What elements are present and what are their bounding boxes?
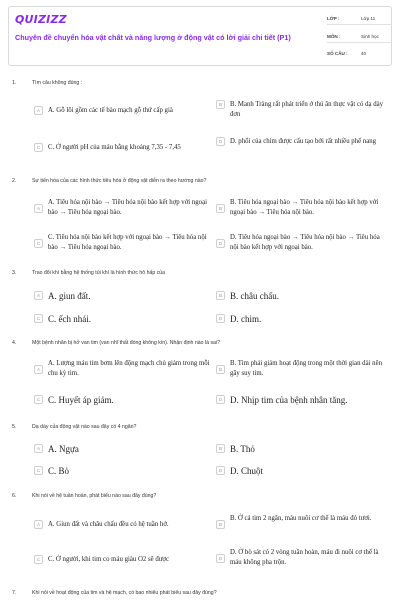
option-text: C. Ở người, khi tim co máu giàu O2 sẽ được [48,556,170,563]
option-text: C. Huyết áp giảm. [48,395,114,405]
option-text: B. Manh Tràng rất phát triển ở thú ăn thực vật có dạ dày đơn [230,101,384,118]
question-number: 1. [12,80,17,86]
option-text: A. Tiêu hóa nội bào → Tiêu hóa nội bào kết hợp với ngoại bào → Tiêu hóa ngoại bào. [48,199,207,216]
quizizz-logo: QUIZIZZ [15,13,67,26]
option-letter-badge: B [216,365,225,374]
question-number: 6. [12,493,17,499]
option-letter-badge: D [216,466,225,475]
meta-grade [327,16,391,25]
question-number: 3. [12,270,17,276]
question-text: Tìm câu không đúng : [32,80,83,86]
option-text: D. chim. [230,314,262,324]
option-text: D. Chuột [230,466,264,476]
option-text: B. Thỏ [230,444,255,454]
question-number: 4. [12,340,17,346]
option-letter-badge: C [34,555,43,564]
meta-subject-value: Sinh học [361,34,379,39]
worksheet-title: Chuyên đề chuyển hóa vật chất và năng lượng ở động vật có lời giải chi tiết (P1) [15,33,291,42]
option-letter-badge: A [34,365,43,374]
option-letter-badge: A [34,204,43,213]
question-number: 5. [12,424,17,430]
option-letter-badge: B [216,204,225,213]
option-letter-badge: D [216,137,225,146]
option-letter-badge: A [34,291,43,300]
question-text: Một bệnh nhân bị hở van tim (van nhĩ thất đóng không kín). Nhận định nào là sai? [32,340,220,346]
option-text: B. Tiêu hóa ngoại bào → Tiêu hóa nội bào kết hợp với ngoại bào → Tiêu hóa nội bào. [230,199,379,216]
option-letter-badge: C [34,314,43,323]
option-text: C. Tiêu hóa nội bào kết hợp với ngoại bào → Tiêu hóa nội bào → Tiêu hóa ngoại bào. [48,234,207,251]
question-number: 7. [12,590,17,596]
option-text: D. Ở bò sát có 2 vòng tuần hoàn, máu đi nuôi cơ thể là máu không pha trộn. [230,549,379,566]
option-text: A. Gỗ lõi gồm các tế bào mạch gỗ thứ cấp già [48,107,173,114]
option-letter-badge: C [34,395,43,404]
option-letter-badge: B [216,291,225,300]
question-text: Dạ dày của động vật nào sau đây có 4 ngăn? [32,424,137,430]
divider [327,24,391,25]
option-letter-badge: C [34,239,43,248]
option-text: C. ếch nhái. [48,314,91,324]
question-text: Sự tiến hóa của các hình thức tiêu hóa ở động vật diễn ra theo hướng nào? [32,178,207,184]
meta-count-value: 40 [361,51,367,56]
option-letter-badge: C [34,143,43,152]
option-letter-badge: D [216,314,225,323]
option-text: D. Tiêu hóa ngoại bào → Tiêu hóa nội bào → Tiêu hóa nội bào kết hợp với ngoại bào. [230,234,380,251]
option-text: A. Ngựa [48,444,79,454]
meta-count [327,51,391,60]
option-letter-badge: D [216,395,225,404]
option-text: A. Lượng máu tim bơm lên động mạch chủ giảm trong mỗi chu kỳ tim. [48,360,210,377]
meta-grade-value: Lớp 11 [361,16,376,21]
option-text: D. phổi của chim được cấu tạo bởi rất nhiều phế nang [230,138,377,145]
meta-grade-label: LỚP : [327,16,340,21]
question-text: Khi nói về hoạt động của tim và hệ mạch, có bao nhiêu phát biểu sau đây đúng? [32,590,217,596]
question-number: 2. [12,178,17,184]
option-text: A. giun đất. [48,291,91,301]
divider [327,42,391,43]
option-text: C. Bò [48,466,70,476]
question-text: Khi nói về hệ tuần hoàn, phát biểu nào sau đây đúng? [32,493,157,499]
option-text: B. Ở cá tim 2 ngăn, máu nuôi cơ thể là máu đỏ tươi. [230,515,372,522]
option-text: B. châu chấu. [230,291,279,301]
option-letter-badge: A [34,106,43,115]
meta-subject-label: MÔN : [327,34,341,39]
option-letter-badge: C [34,466,43,475]
option-letter-badge: A [34,444,43,453]
option-letter-badge: A [34,520,43,529]
option-letter-badge: D [216,554,225,563]
option-text: B. Tim phải giảm hoạt động trong một thời gian dài nên gây suy tim. [230,360,382,377]
option-letter-badge: D [216,239,225,248]
option-text: C. Ở người pH của máu bằng khoảng 7,35 - 7,45 [48,144,181,151]
option-letter-badge: B [216,444,225,453]
meta-count-label: SỐ CÂU : [327,51,348,56]
question-text: Trao đổi khí bằng hệ thống túi khí là hình thức hô hấp của [32,270,166,276]
meta-subject [327,34,391,43]
option-text: D. Nhịp tim của bệnh nhân tăng. [230,395,348,405]
worksheet-header [8,6,392,66]
option-letter-badge: B [216,100,225,109]
option-text: A. Giun đất và châu chấu đều có hệ tuần hở. [48,521,169,528]
option-letter-badge: B [216,520,225,529]
